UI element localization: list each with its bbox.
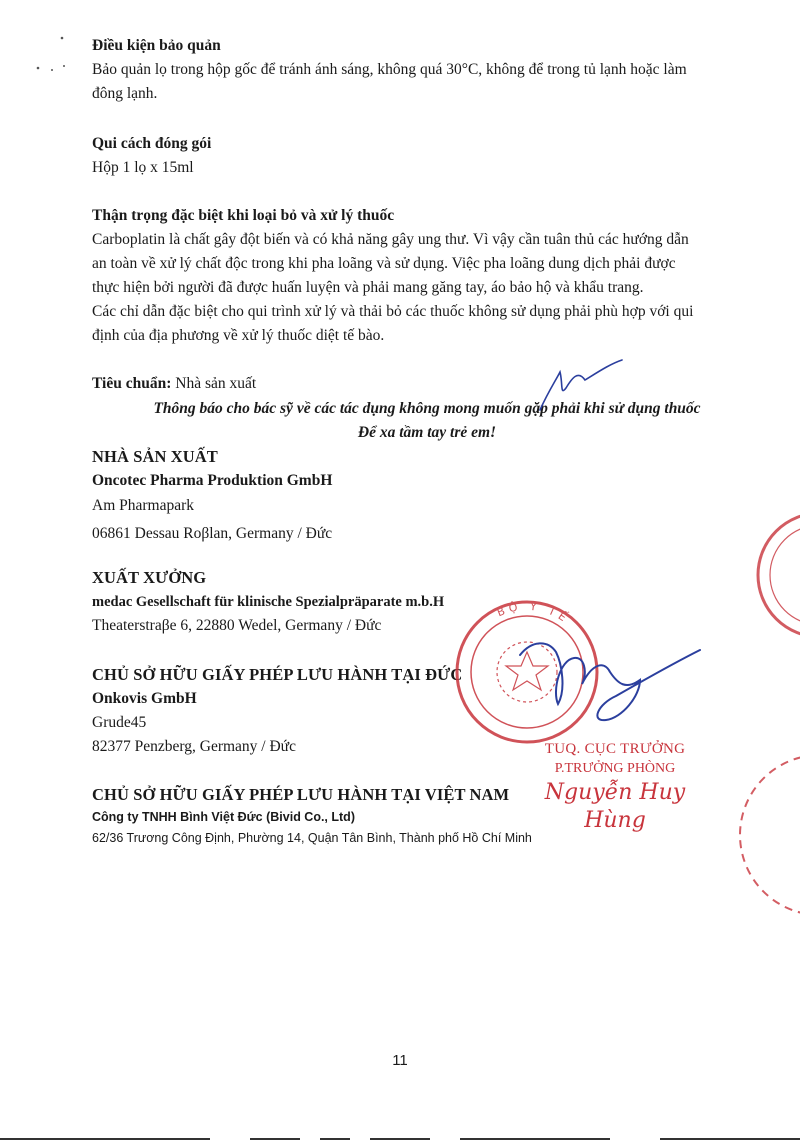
warning-children: Để xa tầm tay trẻ em! — [357, 424, 497, 441]
license-de-heading: CHỦ SỞ HỮU GIẤY PHÉP LƯU HÀNH TẠI ĐỨC — [92, 665, 463, 684]
margin-mark — [63, 65, 65, 67]
disposal-line: Các chỉ dẫn đặc biệt cho qui trình xử lý và thải bỏ các thuốc không sử dụng phải phù hợp với qui — [92, 303, 694, 320]
license-vn-address: 62/36 Trương Công Định, Phường 14, Quận Tân Bình, Thành phố Hồ Chí Minh — [92, 831, 532, 845]
releaser-name: medac Gesellschaft für klinische Spezialpräparate m.b.H — [92, 594, 445, 610]
ministry-seal-icon — [457, 600, 597, 742]
margin-mark — [51, 69, 53, 71]
disposal-line: Carboplatin là chất gây đột biến và có khả năng gây ung thư. Vì vậy cần tuân thủ các hướng dẫn — [92, 231, 689, 248]
margin-mark — [37, 67, 40, 70]
margin-mark — [61, 37, 64, 40]
edge-seal-icon — [740, 513, 800, 915]
storage-line: Bảo quản lọ trong hộp gốc để tránh ánh sáng, không quá 30°C, không để trong tủ lạnh hoặc làm — [92, 61, 687, 78]
scan-edge-rule — [0, 1138, 210, 1140]
manufacturer-heading: NHÀ SẢN XUẤT — [92, 447, 218, 466]
signature-main-icon — [520, 643, 700, 720]
license-de-name: Onkovis GmbH — [92, 690, 197, 707]
packaging-text: Hộp 1 lọ x 15ml — [92, 159, 194, 176]
stamp-line-2: P.TRƯỞNG PHÒNG — [554, 761, 676, 776]
disposal-line: an toàn về xử lý chất độc trong khi pha loãng và sử dụng. Việc pha loãng dung dịch phải được — [92, 255, 676, 272]
license-de-address-2: 82377 Penzberg, Germany / Đức — [92, 738, 296, 755]
disposal-heading: Thận trọng đặc biệt khi loại bỏ và xử lý thuốc — [92, 207, 395, 224]
scan-edge-rule — [370, 1138, 430, 1140]
license-de-address-1: Grude45 — [92, 714, 147, 731]
disposal-line: định của địa phương về xử lý thuốc diệt tế bào. — [92, 327, 385, 344]
releaser-address: Theaterstraβe 6, 22880 Wedel, Germany / Đức — [92, 617, 382, 634]
warning-report: Thông báo cho bác sỹ về các tác dụng không mong muốn gặp phải khi sử dụng thuốc — [153, 400, 701, 417]
stamp-line-1: TUQ. CỤC TRƯỞNG — [544, 741, 686, 757]
packaging-heading: Qui cách đóng gói — [92, 135, 212, 152]
seal-text: BỘ Y TẾ — [495, 599, 573, 627]
scan-edge-rule — [460, 1138, 610, 1140]
manufacturer-address-2: 06861 Dessau Roβlan, Germany / Đức — [92, 525, 333, 542]
license-vn-name: Công ty TNHH Bình Việt Đức (Bivid Co., Ltd) — [92, 810, 355, 824]
standard-label: Tiêu chuẩn: — [92, 375, 172, 392]
license-vn-heading: CHỦ SỞ HỮU GIẤY PHÉP LƯU HÀNH TẠI VIỆT NAM — [92, 785, 510, 804]
storage-heading: Điều kiện bảo quản — [92, 37, 221, 54]
scan-edge-rule — [320, 1138, 350, 1140]
disposal-line: thực hiện bởi người đã được huấn luyện và phải mang găng tay, áo bảo hộ và khẩu trang. — [92, 279, 644, 296]
storage-line: đông lạnh. — [92, 85, 158, 102]
manufacturer-name: Oncotec Pharma Produktion GmbH — [92, 472, 333, 489]
manufacturer-address-1: Am Pharmapark — [92, 497, 195, 514]
standard-value: Nhà sản xuất — [171, 375, 257, 392]
signature-top-icon — [540, 360, 622, 410]
scan-edge-rule — [250, 1138, 300, 1140]
scan-edge-rule — [660, 1138, 800, 1140]
page-number: 11 — [392, 1052, 408, 1069]
stamp-signer-name: Nguyễn Huy Hùng — [544, 780, 686, 833]
releaser-heading: XUẤT XƯỞNG — [92, 568, 207, 587]
